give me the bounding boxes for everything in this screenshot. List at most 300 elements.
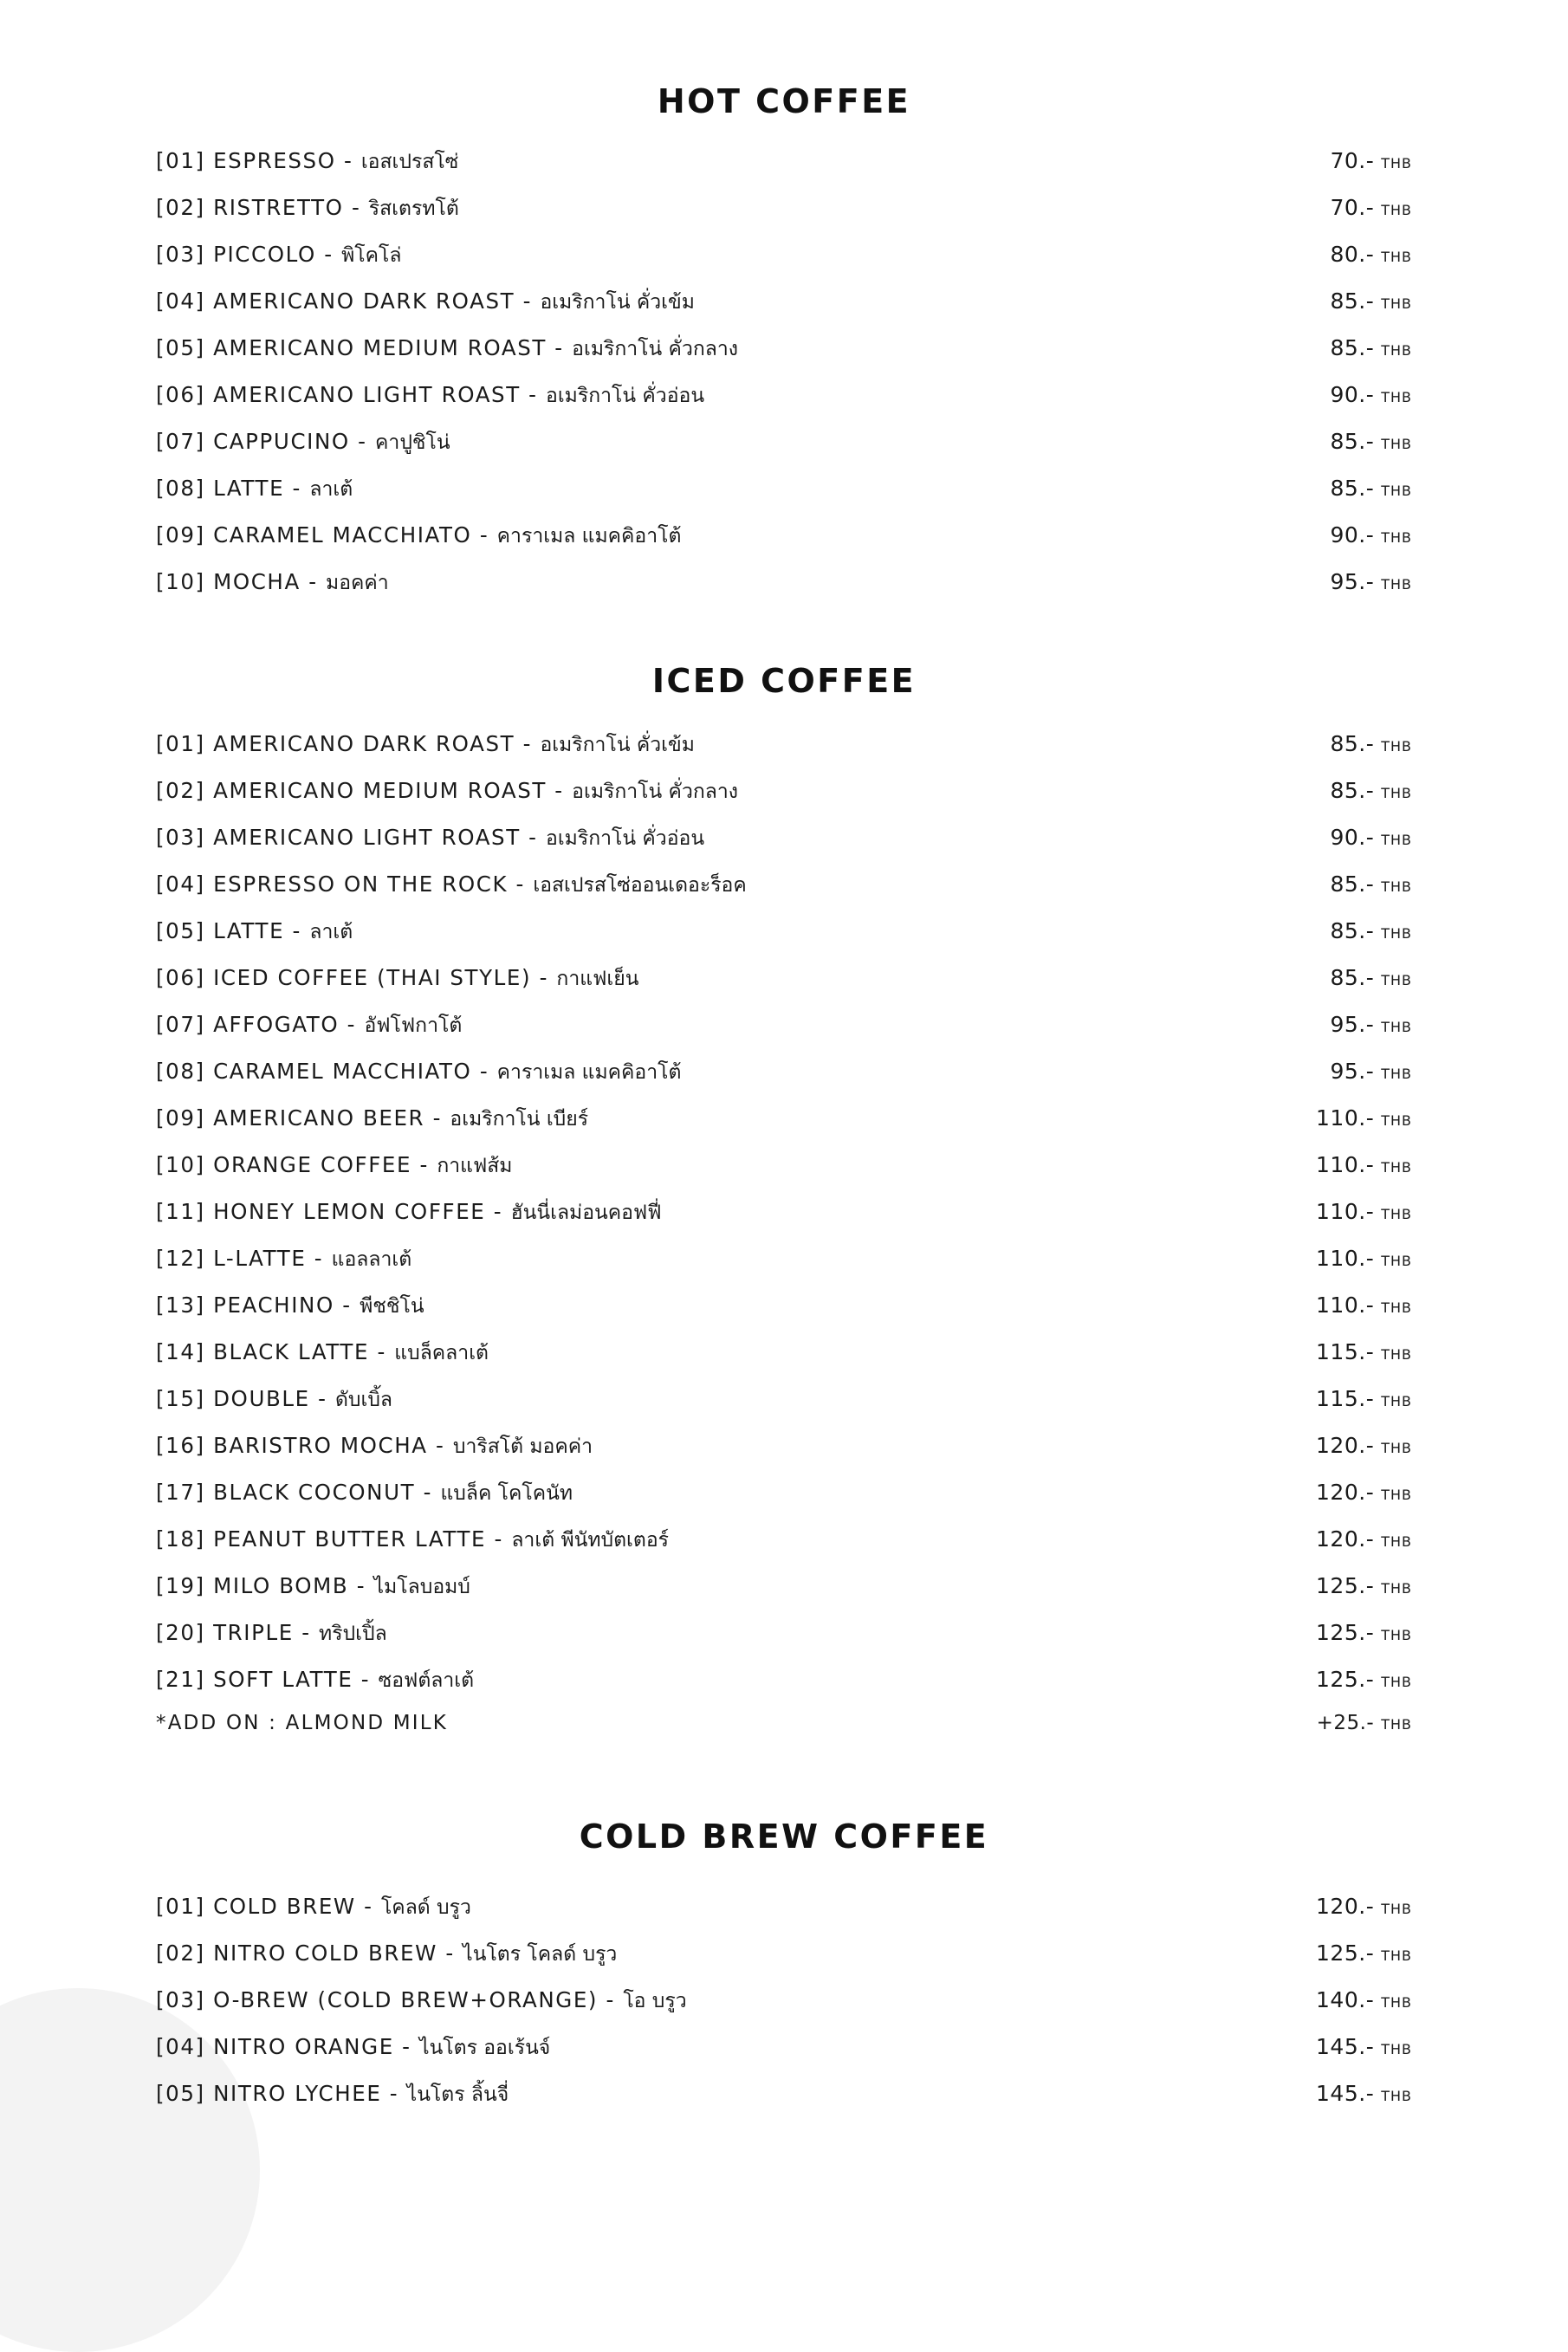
menu-item-name-en: AMERICANO LIGHT ROAST: [213, 382, 521, 407]
menu-item-name: [156, 1431, 1282, 1462]
menu-item-name: [156, 334, 1282, 365]
menu-item-price-group: [1282, 1386, 1412, 1411]
menu-item-price-group: [1282, 522, 1412, 548]
menu-item-price-group: [1282, 1339, 1412, 1364]
menu-item-name-en: COLD BREW: [213, 1894, 356, 1919]
menu-item-price-group: [1282, 1105, 1412, 1131]
menu-item-name: [156, 521, 1282, 552]
menu-item-name: [156, 567, 1282, 599]
menu-addon-price: +25.-: [1316, 1712, 1375, 1734]
menu-item-separator: -: [546, 335, 573, 360]
menu-item-name-th: อเมริกาโน่ คั่วกลาง: [572, 338, 739, 360]
menu-addon-row: [156, 1712, 1412, 1759]
menu-item-price-group: [1282, 195, 1412, 220]
menu-item-price: 85.-: [1330, 778, 1375, 803]
menu-item-separator: -: [293, 1620, 320, 1645]
currency-label: THB: [1381, 295, 1412, 312]
menu-item-row: [156, 1618, 1412, 1665]
section-hot-coffee: [0, 82, 1568, 614]
menu-list-hot-coffee: [156, 146, 1412, 614]
menu-item-name: [156, 963, 1282, 995]
menu-item-row: [156, 870, 1412, 917]
menu-item-price: 85.-: [1330, 335, 1375, 360]
section-title-iced-coffee: ICED COFFEE: [651, 662, 917, 700]
menu-item-row: [156, 1939, 1412, 1986]
menu-item-name-th: อเมริกาโน่ คั่วเข้ม: [540, 734, 695, 756]
menu-item-price: 80.-: [1330, 242, 1375, 267]
menu-item-price: 85.-: [1330, 871, 1375, 897]
menu-item-number: [12]: [156, 1246, 205, 1271]
currency-label: THB: [1381, 1627, 1412, 1643]
menu-item-name-en: AMERICANO DARK ROAST: [213, 731, 515, 756]
currency-label: THB: [1381, 483, 1412, 499]
currency-label: THB: [1381, 1994, 1412, 2011]
menu-item-name: [156, 1150, 1282, 1182]
menu-item-price-group: [1282, 335, 1412, 360]
menu-item-name: [156, 823, 1282, 854]
menu-item-row: [156, 2032, 1412, 2079]
menu-item-name-en: CARAMEL MACCHIATO: [213, 522, 472, 548]
menu-item-number: [15]: [156, 1386, 205, 1411]
currency-label: THB: [1381, 1066, 1412, 1082]
menu-item-name-en: CAPPUCINO: [213, 429, 350, 454]
menu-item-price-group: [1282, 569, 1412, 594]
menu-item-name-th: โคลด์ บรูว: [380, 1896, 471, 1919]
currency-label: THB: [1381, 2041, 1412, 2057]
menu-item-price: 120.-: [1316, 1433, 1375, 1458]
menu-item-name-th: ซอฟต์ลาเต้: [378, 1669, 475, 1692]
currency-label: THB: [1381, 878, 1412, 895]
currency-label: THB: [1381, 1206, 1412, 1222]
menu-item-number: [04]: [156, 288, 205, 314]
menu-item-price: 110.-: [1316, 1105, 1375, 1131]
menu-item-number: [08]: [156, 1059, 205, 1084]
menu-item-name-th: แบล็ค โคโคนัท: [440, 1482, 573, 1505]
menu-item-name-en: HONEY LEMON COFFEE: [213, 1199, 486, 1224]
menu-item-number: [17]: [156, 1480, 205, 1505]
menu-item-row: [156, 287, 1412, 334]
menu-item-separator: -: [515, 731, 541, 756]
menu-item-separator: -: [415, 1480, 441, 1505]
currency-label: THB: [1381, 576, 1412, 593]
menu-item-price-group: [1282, 1012, 1412, 1037]
menu-item-name: [156, 1384, 1282, 1416]
menu-item-price: 110.-: [1316, 1293, 1375, 1318]
menu-item-row: [156, 917, 1412, 963]
menu-item-price: 70.-: [1330, 148, 1375, 173]
menu-item-number: [11]: [156, 1199, 205, 1224]
menu-item-separator: -: [306, 1246, 332, 1271]
menu-item-price: 125.-: [1316, 1941, 1375, 1966]
menu-addon-price-group: [1282, 1712, 1412, 1734]
currency-label: THB: [1381, 436, 1412, 452]
menu-item-row: [156, 729, 1412, 776]
currency-label: THB: [1381, 1299, 1412, 1316]
menu-item-price: 85.-: [1330, 429, 1375, 454]
menu-item-price-group: [1282, 1246, 1412, 1271]
menu-item-price: 145.-: [1316, 2034, 1375, 2059]
currency-label: THB: [1381, 529, 1412, 546]
menu-item-separator: -: [339, 1012, 365, 1037]
menu-item-number: [06]: [156, 965, 205, 990]
menu-item-name-en: BLACK COCONUT: [213, 1480, 416, 1505]
menu-item-row: [156, 963, 1412, 1010]
menu-item-number: [05]: [156, 2081, 205, 2106]
menu-item-name-th: อเมริกาโน่ คั่วเข้ม: [540, 291, 695, 314]
menu-item-price-group: [1282, 1987, 1412, 2012]
menu-item-number: [04]: [156, 871, 205, 897]
menu-item-row: [156, 1010, 1412, 1057]
menu-item-name-th: เอสเปรสโซ่: [360, 151, 459, 173]
menu-item-separator: -: [393, 2034, 419, 2059]
menu-page: [0, 82, 1568, 2126]
menu-item-name-en: PEANUT BUTTER LATTE: [213, 1526, 487, 1552]
menu-item-name-en: MOCHA: [213, 569, 301, 594]
menu-item-separator: -: [427, 1433, 453, 1458]
menu-item-name-th: โอ บรูว: [623, 1990, 687, 2012]
menu-item-name-th: คาปูชิโน่: [375, 431, 450, 454]
menu-item-separator: -: [411, 1152, 437, 1177]
menu-item-name: [156, 2079, 1282, 2110]
menu-item-name: [156, 1892, 1282, 1923]
currency-label: THB: [1381, 1533, 1412, 1550]
menu-item-name: [156, 1986, 1282, 2017]
menu-item-row: [156, 240, 1412, 287]
menu-item-price: 85.-: [1330, 965, 1375, 990]
menu-item-number: [02]: [156, 778, 205, 803]
menu-item-row: [156, 1665, 1412, 1712]
menu-item-separator: -: [284, 918, 310, 943]
menu-item-price: 95.-: [1330, 1059, 1375, 1084]
currency-label: THB: [1381, 2088, 1412, 2104]
section-cold-brew-coffee: [0, 1817, 1568, 2126]
menu-item-name-th: แบล็คลาเต้: [394, 1342, 489, 1364]
menu-item-name-th: อเมริกาโน่ คั่วอ่อน: [546, 827, 705, 850]
menu-item-price-group: [1282, 382, 1412, 407]
menu-item-name: [156, 380, 1282, 411]
currency-label: THB: [1381, 342, 1412, 359]
menu-item-name-th: อเมริกาโน่ เบียร์: [450, 1108, 589, 1131]
menu-item-price: 70.-: [1330, 195, 1375, 220]
menu-item-row: [156, 1431, 1412, 1478]
menu-item-name: [156, 474, 1282, 505]
menu-item-name-en: AMERICANO BEER: [213, 1105, 425, 1131]
menu-item-price: 85.-: [1330, 731, 1375, 756]
menu-item-name-th: คาราเมล แมคคิอาโต้: [496, 1061, 682, 1084]
menu-item-number: [01]: [156, 148, 205, 173]
menu-item-name-en: L-LATTE: [213, 1246, 307, 1271]
menu-item-row: [156, 1384, 1412, 1431]
menu-item-number: [09]: [156, 522, 205, 548]
menu-item-price-group: [1282, 731, 1412, 756]
menu-item-row: [156, 1244, 1412, 1291]
menu-item-name: [156, 287, 1282, 318]
menu-item-price-group: [1282, 778, 1412, 803]
menu-item-price-group: [1282, 476, 1412, 501]
menu-item-price: 125.-: [1316, 1573, 1375, 1598]
menu-item-separator: -: [334, 1293, 360, 1318]
menu-item-price-group: [1282, 1433, 1412, 1458]
menu-item-name-th: ทริปเปิ้ล: [319, 1623, 387, 1645]
menu-item-name-en: LATTE: [213, 918, 285, 943]
menu-item-price-group: [1282, 1894, 1412, 1919]
menu-item-price: 95.-: [1330, 1012, 1375, 1037]
currency-label: THB: [1381, 1487, 1412, 1503]
currency-label: THB: [1381, 1947, 1412, 1964]
menu-item-row: [156, 146, 1412, 193]
menu-item-price: 90.-: [1330, 522, 1375, 548]
currency-label: THB: [1381, 1580, 1412, 1597]
menu-item-name: [156, 2032, 1282, 2064]
menu-item-name-en: BLACK LATTE: [213, 1339, 370, 1364]
menu-item-name-th: พีชชิโน่: [360, 1295, 424, 1318]
menu-item-number: [02]: [156, 1941, 205, 1966]
menu-item-row: [156, 380, 1412, 427]
menu-item-price: 85.-: [1330, 476, 1375, 501]
menu-item-name: [156, 427, 1282, 458]
menu-item-name-th: ดับเบิ้ล: [334, 1389, 393, 1411]
menu-item-price: 85.-: [1330, 288, 1375, 314]
section-iced-coffee: [0, 662, 1568, 1759]
menu-item-name-th: ลาเต้: [309, 478, 353, 501]
menu-item-name-en: NITRO COLD BREW: [213, 1941, 437, 1966]
menu-item-price-group: [1282, 1480, 1412, 1505]
currency-label: THB: [1381, 1393, 1412, 1409]
menu-item-price-group: [1282, 1620, 1412, 1645]
menu-item-separator: -: [520, 825, 546, 850]
menu-item-separator: -: [349, 429, 376, 454]
currency-label: THB: [1381, 249, 1412, 265]
menu-item-name-en: LATTE: [213, 476, 285, 501]
menu-item-name-th: ไมโลบอมบ์: [373, 1576, 470, 1598]
menu-item-name-en: ORANGE COFFEE: [213, 1152, 412, 1177]
menu-item-name-en: BARISTRO MOCHA: [213, 1433, 428, 1458]
menu-item-row: [156, 1197, 1412, 1244]
menu-item-separator: -: [424, 1105, 450, 1131]
menu-item-name-th: อัฟโฟกาโต้: [364, 1014, 463, 1037]
menu-item-price: 140.-: [1316, 1987, 1375, 2012]
menu-item-name-th: ลาเต้ พีนัทบัตเตอร์: [511, 1529, 669, 1552]
menu-list-cold-brew-coffee: [156, 1892, 1412, 2126]
menu-item-name: [156, 1291, 1282, 1322]
menu-item-name-th: แอลลาเต้: [331, 1248, 412, 1271]
menu-item-separator: -: [348, 1573, 374, 1598]
menu-item-name-en: AMERICANO MEDIUM ROAST: [213, 778, 547, 803]
menu-item-name-en: ICED COFFEE (THAI STYLE): [213, 965, 532, 990]
menu-item-separator: -: [284, 476, 310, 501]
menu-item-name-th: บาริสโต้ มอคค่า: [452, 1435, 593, 1458]
menu-item-number: [03]: [156, 1987, 205, 2012]
menu-item-name-th: มอคค่า: [326, 572, 389, 594]
currency-label: THB: [1381, 1346, 1412, 1363]
menu-item-price-group: [1282, 918, 1412, 943]
menu-item-separator: -: [486, 1526, 512, 1552]
menu-item-separator: -: [369, 1339, 395, 1364]
menu-item-name: [156, 1197, 1282, 1228]
menu-item-name-th: คาราเมล แมคคิอาโต้: [496, 525, 682, 548]
menu-item-name-en: ESPRESSO: [213, 148, 336, 173]
menu-item-row: [156, 1478, 1412, 1525]
menu-item-name: [156, 1244, 1282, 1275]
menu-item-separator: -: [353, 1667, 379, 1692]
menu-item-name-th: พิโคโล่: [341, 244, 402, 267]
menu-item-row: [156, 521, 1412, 567]
menu-item-price-group: [1282, 825, 1412, 850]
menu-item-name-en: CARAMEL MACCHIATO: [213, 1059, 472, 1084]
menu-item-row: [156, 193, 1412, 240]
menu-item-name: [156, 1571, 1282, 1603]
menu-item-price-group: [1282, 1293, 1412, 1318]
menu-item-price-group: [1282, 1667, 1412, 1692]
menu-item-number: [05]: [156, 918, 205, 943]
menu-item-number: [21]: [156, 1667, 205, 1692]
menu-item-price-group: [1282, 1152, 1412, 1177]
menu-item-number: [01]: [156, 731, 205, 756]
menu-item-row: [156, 474, 1412, 521]
menu-item-price: 90.-: [1330, 825, 1375, 850]
menu-item-name: [156, 240, 1282, 271]
menu-item-separator: -: [309, 1386, 335, 1411]
menu-item-row: [156, 2079, 1412, 2126]
menu-item-name-en: PICCOLO: [213, 242, 316, 267]
menu-item-name-en: MILO BOMB: [213, 1573, 349, 1598]
menu-item-price-group: [1282, 1059, 1412, 1084]
menu-item-separator: -: [343, 195, 369, 220]
menu-item-number: [03]: [156, 242, 205, 267]
menu-item-price: 95.-: [1330, 569, 1375, 594]
menu-item-name: [156, 1010, 1282, 1041]
menu-item-price: 120.-: [1316, 1526, 1375, 1552]
menu-item-name-en: AMERICANO DARK ROAST: [213, 288, 515, 314]
menu-item-number: [13]: [156, 1293, 205, 1318]
menu-item-number: [03]: [156, 825, 205, 850]
menu-item-number: [08]: [156, 476, 205, 501]
menu-item-name-en: AMERICANO MEDIUM ROAST: [213, 335, 547, 360]
menu-item-name-th: อเมริกาโน่ คั่วอ่อน: [546, 385, 705, 407]
currency-label: THB: [1381, 972, 1412, 988]
menu-item-name-en: SOFT LATTE: [213, 1667, 353, 1692]
menu-item-separator: -: [471, 1059, 497, 1084]
menu-item-price-group: [1282, 242, 1412, 267]
currency-label: THB: [1381, 785, 1412, 801]
menu-item-separator: -: [546, 778, 573, 803]
menu-item-price-group: [1282, 288, 1412, 314]
menu-item-name-en: O-BREW (COLD BREW+ORANGE): [213, 1987, 599, 2012]
menu-item-row: [156, 334, 1412, 380]
menu-item-number: [07]: [156, 429, 205, 454]
menu-item-name: [156, 1525, 1282, 1556]
menu-item-price: 85.-: [1330, 918, 1375, 943]
menu-item-name: [156, 1338, 1282, 1369]
menu-item-name: [156, 870, 1282, 901]
menu-item-row: [156, 776, 1412, 823]
menu-item-number: [05]: [156, 335, 205, 360]
menu-item-row: [156, 1525, 1412, 1571]
currency-label: THB: [1381, 1674, 1412, 1690]
menu-item-number: [18]: [156, 1526, 205, 1552]
menu-item-number: [20]: [156, 1620, 205, 1645]
menu-item-price: 110.-: [1316, 1246, 1375, 1271]
menu-item-name-en: AFFOGATO: [213, 1012, 340, 1037]
menu-item-row: [156, 1338, 1412, 1384]
menu-item-name-en: RISTRETTO: [213, 195, 344, 220]
menu-item-separator: -: [520, 382, 546, 407]
menu-item-number: [10]: [156, 1152, 205, 1177]
menu-item-price: 115.-: [1316, 1386, 1375, 1411]
menu-item-name: [156, 1104, 1282, 1135]
menu-item-name-th: ฮันนี่เลม่อนคอฟฟี่: [510, 1202, 662, 1224]
menu-item-number: [16]: [156, 1433, 205, 1458]
menu-item-name: [156, 146, 1282, 178]
menu-item-number: [10]: [156, 569, 205, 594]
menu-item-name: [156, 193, 1282, 224]
menu-item-name: [156, 776, 1282, 807]
menu-item-name-th: เอสเปรสโซ่ออนเดอะร็อค: [533, 874, 747, 897]
menu-item-number: [02]: [156, 195, 205, 220]
menu-item-name-en: TRIPLE: [213, 1620, 294, 1645]
menu-item-number: [01]: [156, 1894, 205, 1919]
menu-item-row: [156, 1057, 1412, 1104]
currency-label: THB: [1381, 925, 1412, 942]
menu-item-separator: -: [515, 288, 541, 314]
menu-item-row: [156, 1104, 1412, 1150]
menu-item-separator: -: [508, 871, 534, 897]
menu-item-name-th: กาแฟส้ม: [437, 1155, 513, 1177]
menu-item-separator: -: [437, 1941, 463, 1966]
menu-item-separator: -: [355, 1894, 381, 1919]
menu-item-name-th: ไนโตร ลิ้นจี่: [406, 2083, 509, 2106]
menu-item-separator: -: [485, 1199, 511, 1224]
currency-label: THB: [1381, 202, 1412, 218]
menu-item-number: [19]: [156, 1573, 205, 1598]
currency-label: THB: [1381, 155, 1412, 172]
menu-item-row: [156, 427, 1412, 474]
menu-item-number: [06]: [156, 382, 205, 407]
menu-item-price: 110.-: [1316, 1152, 1375, 1177]
menu-item-separator: -: [335, 148, 361, 173]
menu-item-name-en: ESPRESSO ON THE ROCK: [213, 871, 509, 897]
menu-item-row: [156, 1571, 1412, 1618]
menu-item-price: 125.-: [1316, 1620, 1375, 1645]
menu-item-name: [156, 1618, 1282, 1649]
menu-item-price-group: [1282, 1573, 1412, 1598]
menu-item-price: 110.-: [1316, 1199, 1375, 1224]
menu-item-price: 90.-: [1330, 382, 1375, 407]
menu-item-price: 120.-: [1316, 1894, 1375, 1919]
menu-item-number: [09]: [156, 1105, 205, 1131]
menu-item-price-group: [1282, 1199, 1412, 1224]
menu-item-row: [156, 1986, 1412, 2032]
menu-item-name-th: ไนโตร โคลด์ บรูว: [463, 1943, 618, 1966]
menu-item-price: 125.-: [1316, 1667, 1375, 1692]
menu-item-row: [156, 823, 1412, 870]
menu-item-number: [04]: [156, 2034, 205, 2059]
menu-item-name-th: ลาเต้: [309, 921, 353, 943]
currency-label: THB: [1381, 1019, 1412, 1035]
currency-label: THB: [1381, 1112, 1412, 1129]
menu-item-name-th: ไนโตร ออเร้นจ์: [419, 2037, 551, 2059]
currency-label: THB: [1381, 1440, 1412, 1456]
menu-item-row: [156, 1291, 1412, 1338]
menu-item-separator: -: [531, 965, 557, 990]
currency-label: THB: [1381, 1159, 1412, 1176]
menu-item-price: 120.-: [1316, 1480, 1375, 1505]
menu-item-price-group: [1282, 1526, 1412, 1552]
section-title-cold-brew-coffee: COLD BREW COFFEE: [579, 1817, 989, 1856]
currency-label: THB: [1381, 832, 1412, 848]
menu-item-separator: -: [300, 569, 327, 594]
menu-item-name: [156, 1478, 1282, 1509]
